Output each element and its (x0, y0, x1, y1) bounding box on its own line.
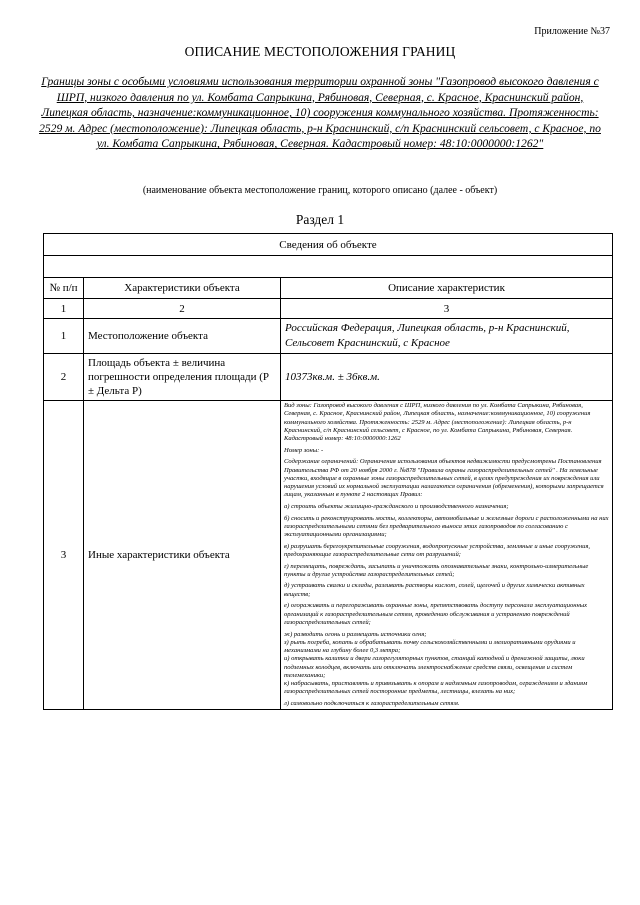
table-blank-row (44, 256, 613, 278)
description-paragraph: д) устраивать свалки и склады, разливать растворы кислот, солей, щелочей и других химически активных веществ; (284, 582, 585, 598)
blank-cell (44, 256, 613, 278)
description-paragraph: Содержание ограничений: Ограничения использования объектов недвижимости предусмотрены Постановления Правительства РФ от 20 ноября 2000 г. №878 "Правила охраны газораспределительных сетей" . На земельные участки, входящие в охранные зоны газораспределительных сетей, в целях предупреждения их повреждения или нарушения условий их нормальной эксплуатации налагаются ограничения (обременения), которыми запрещается лицам, указанным в пункте 2 настоящих Правил: (284, 458, 604, 499)
row-characteristic: Местоположение объекта (84, 319, 281, 354)
object-info-table (43, 233, 613, 710)
description-paragraph: г) перемещать, повреждать, засыпать и уничтожать опознавательные знаки, контрольно-измерительные пункты и другие устройства газораспределительных сетей; (284, 562, 589, 578)
zone-caption: (наименование объекта местоположение границ, которого описано (далее - объект) (142, 185, 498, 196)
table-row (44, 319, 613, 354)
column-number-2: 2 (84, 299, 281, 319)
column-header-characteristic: Характеристики объекта (84, 278, 281, 299)
table-header: Сведения об объекте (44, 234, 613, 256)
document-title: ОПИСАНИЕ МЕСТОПОЛОЖЕНИЯ ГРАНИЦ (184, 44, 456, 59)
column-number-3: 3 (281, 299, 613, 319)
row-characteristic: Иные характеристики объекта (84, 401, 281, 710)
appendix-label: Приложение №37 (534, 26, 610, 37)
row-description: 10373кв.м. ± 36кв.м. (281, 354, 613, 401)
table-header-row (44, 234, 613, 256)
row-number: 2 (44, 354, 84, 401)
column-number-1: 1 (44, 299, 84, 319)
column-header-num: № п/п (44, 278, 84, 299)
description-paragraph: ж) разводить огонь и размещать источники огня; з) рыть погреба, копать и обрабатывать почву сельскохозяйственными и мелиоративными орудиями и механизмами на глубину более 0,3 метра; и) открывать калитки и двери газорегуляторных пунктов, станций катодной и дренажной защиты, люки подземных колодцев, включать или отключать электроснабжение средств связи, освещения и систем телемеханики; к) набрасывать, приставлять и привязывать к опорам и надземным газопроводам, ограждениям и зданиям газораспределительных сетей посторонние предметы, лестницы, влезать на них; (284, 630, 588, 696)
row-characteristic: Площадь объекта ± величина погрешности определения площади (Р ± Дельта Р) (84, 354, 281, 401)
column-header-description: Описание характеристик (281, 278, 613, 299)
row-description: Российская Федерация, Липецкая область, р-н Краснинский, Сельсовет Краснинский, с Красное (281, 319, 613, 354)
description-paragraph: е) огораживать и перегораживать охранные зоны, препятствовать доступу персонала эксплуатационных организаций к газораспределительным сетям, проведению обслуживания и устранению повреждений газораспределительных сетей; (284, 602, 588, 626)
row-number: 3 (44, 401, 84, 710)
row-description (281, 401, 613, 710)
description-paragraph: Номер зоны: - (284, 446, 324, 454)
description-paragraph: в) разрушать берегоукрепительные сооружения, водопропускные устройства, земляные и иные сооружения, предохраняющие газораспределительные сети от разрушений; (284, 542, 591, 558)
row-number: 1 (44, 319, 84, 354)
description-paragraph: а) строить объекты жилищно-гражданского и производственного назначения; (284, 502, 509, 510)
description-paragraph: б) сносить и реконструировать мосты, коллекторы, автомобильные и железные дороги с расположенными на них газораспределительными сетями без предварительного выноса этих газопроводов по согласованию с эксплуатационными организациями; (284, 514, 609, 539)
description-paragraph: Вид зоны: Газопровод высокого давления с ШРП, низкого давления по ул. Комбата Сапрыкина, Рябиновая, Северная, с. Красное, Краснинский район, Липецкая область, назначение:коммуникационное, 10) сооружения коммунального хозяйства. Протяженность: 2529 м. Адрес (местоположение): Липецкая область, р-н Краснинский, с/п Краснинский сельсовет, с Красное, по ул. Комбата Сапрыкина, Рябиновая, Северная. Кадастровый номер: 48:10:0000000:1262 (284, 402, 591, 442)
column-number-row (44, 299, 613, 319)
description-paragraph: л) самовольно подключаться к газораспределительным сетям. (284, 699, 460, 707)
zone-name: Границы зоны с особыми условиями использования территории охранной зоны "Газопровод высокого давления с ШРП, низкого давления по ул. Комбата Сапрыкина, Рябиновая, Северная, с. Красное, Краснинский район, Липецкая область, назначение:коммуникационное, 10) сооружения коммунального хозяйства. Протяженность: 2529 м. Адрес (местоположение): Липецкая область, р-н Краснинский, с/п Краснинский сельсовет, с Красное, по ул. Комбата Сапрыкина, Рябиновая, Северная. Кадастровый номер: 48:10:0000000:1262" (39, 75, 601, 151)
table-row (44, 354, 613, 401)
table-row (44, 401, 613, 710)
section-title: Раздел 1 (295, 212, 345, 227)
column-header-row (44, 278, 613, 299)
